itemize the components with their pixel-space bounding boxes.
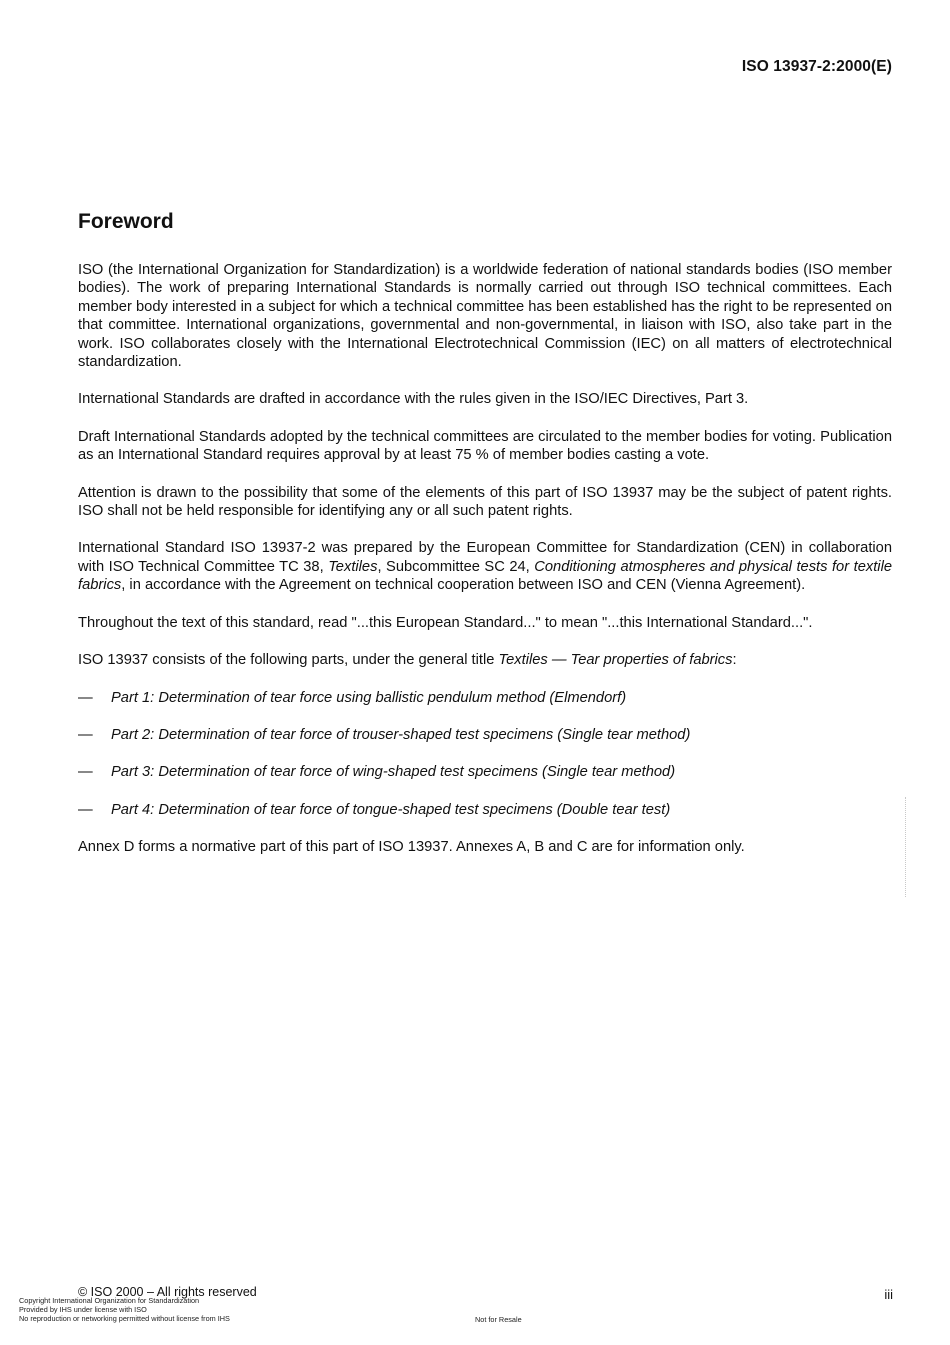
list-dash: —	[78, 764, 93, 781]
cen-text-1: International Standard ISO 13937-2 was prepared by the European Committee for Standardization (CEN) in collaboration with ISO Technical Committee TC 38,	[78, 540, 892, 575]
cen-text-3: , in accordance with the Agreement on technical cooperation between ISO and CEN (Vienna Agreement).	[121, 577, 806, 594]
list-item	[78, 689, 892, 707]
list-dash: —	[78, 689, 93, 706]
parts-intro-prefix: ISO 13937 consists of the following parts, under the general title	[78, 652, 499, 669]
page-title: Foreword	[78, 210, 174, 233]
list-dash: —	[78, 726, 93, 743]
foreword-body	[78, 261, 892, 876]
paragraph-parts-intro	[78, 651, 892, 669]
cen-text-2: , Subcommittee SC 24,	[377, 558, 535, 575]
resale-note: Not for Resale	[475, 1315, 522, 1324]
paragraph-annex-note: Annex D forms a normative part of this part of ISO 13937. Annexes A, B and C are for information only.	[78, 839, 745, 856]
margin-mark	[905, 797, 909, 897]
parts-intro-suffix: :	[732, 652, 737, 669]
license-imprint	[19, 1296, 230, 1324]
paragraph-drafting-rules: International Standards are drafted in accordance with the rules given in the ISO/IEC Directives, Part 3.	[78, 391, 749, 408]
paragraph-patent-rights: Attention is drawn to the possibility that some of the elements of this part of ISO 13937 may be the subject of patent rights. ISO shall not be held responsible for identifying any or all such patent rights.	[78, 484, 892, 520]
part-2-title: Part 2: Determination of tear force of trouser-shaped test specimens (Single tear method)	[111, 726, 691, 743]
page-number: iii	[884, 1287, 893, 1302]
list-dash: —	[78, 801, 93, 818]
sc-title: Conditioning atmospheres and physical tests for textile fabrics	[78, 558, 892, 594]
paragraph-iso-intro: ISO (the International Organization for Standardization) is a worldwide federation of national standards bodies (ISO member bodies). The work of preparing International Standards is normally carried out through ISO technical committees. Each member body interested in a subject for which a technical committee has been established has the right to be represented on that committee. International organizations, governmental and non-governmental, in liaison with ISO, also take part in the work. ISO collaborates closely with the International Electrotechnical Commission (IEC) on all matters of electrotechnical standardization.	[78, 262, 892, 371]
part-4-title: Part 4: Determination of tear force of tongue-shaped test specimens (Double tear test)	[111, 801, 671, 818]
footer-copyright: © ISO 2000 – All rights reserved	[78, 1285, 257, 1299]
general-title: Textiles — Tear properties of fabrics	[498, 652, 733, 669]
part-1-title: Part 1: Determination of tear force using ballistic pendulum method (Elmendorf)	[111, 689, 627, 706]
imprint-line: No reproduction or networking permitted without license from IHS	[19, 1314, 230, 1324]
paragraph-reading-note: Throughout the text of this standard, read "...this European Standard..." to mean "...this International Standard...".	[78, 614, 813, 631]
paragraph-cen-preparation	[78, 539, 892, 594]
list-item	[78, 801, 892, 819]
list-item	[78, 763, 892, 781]
tc-title: Textiles	[328, 558, 378, 575]
part-3-title: Part 3: Determination of tear force of wing-shaped test specimens (Single tear method)	[111, 764, 676, 781]
document-id: ISO 13937-2:2000(E)	[741, 58, 892, 75]
paragraph-voting: Draft International Standards adopted by the technical committees are circulated to the member bodies for voting. Publication as an International Standard requires approval by at least 75 % of member bodies casting a vote.	[78, 428, 892, 464]
imprint-line: Provided by IHS under license with ISO	[19, 1305, 147, 1315]
list-item	[78, 726, 892, 744]
imprint-line: Copyright International Organization for Standardization	[19, 1296, 200, 1305]
